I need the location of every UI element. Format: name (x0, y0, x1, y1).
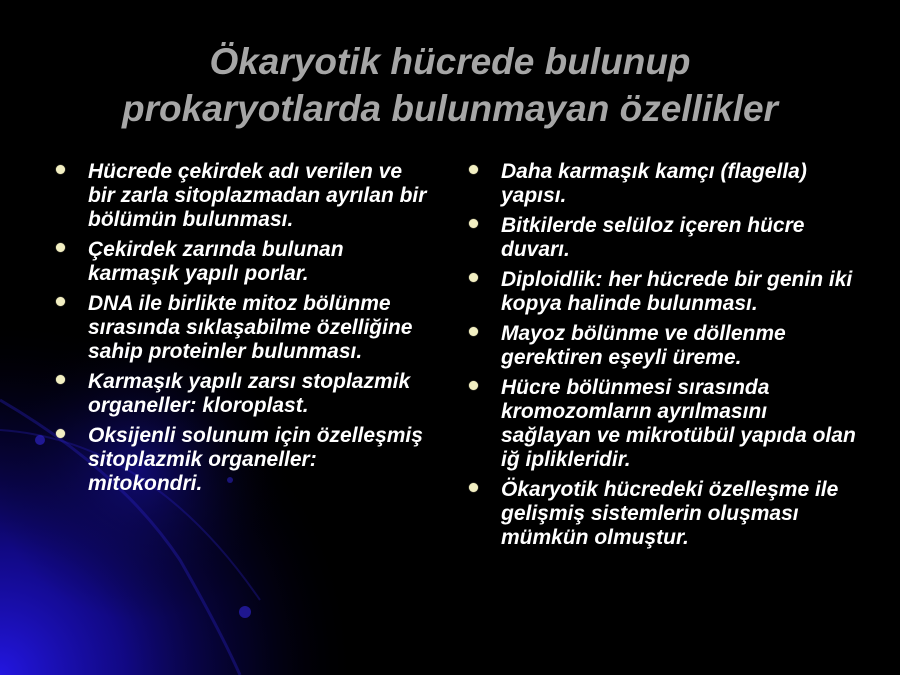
list-item (53, 238, 433, 286)
list-item (466, 214, 856, 262)
list-item-text: Karmaşık yapılı zarsı stoplazmik organeller: kloroplast. (88, 370, 411, 417)
list-item-text: Oksijenli solunum için özelleşmiş sitoplazmik organeller: mitokondri. (88, 424, 423, 495)
list-item (466, 478, 856, 550)
list-item-text: DNA ile birlikte mitoz bölünme sırasında sıklaşabilme özelliğine sahip proteinler bulunması. (88, 292, 413, 363)
slide-title (40, 38, 860, 132)
list-item (466, 160, 856, 208)
title-line-1: Ökaryotik hücrede bulunup (209, 41, 691, 82)
list-item (53, 370, 433, 418)
right-bullet-list (466, 160, 856, 556)
bullet-icon (469, 483, 478, 492)
list-item-text: Ökaryotik hücredeki özelleşme ile gelişmiş sistemlerin oluşması mümkün olmuştur. (501, 478, 839, 549)
list-item-text: Daha karmaşık kamçı (flagella) yapısı. (501, 160, 807, 207)
bullet-icon (469, 273, 478, 282)
bullet-icon (56, 429, 65, 438)
bullet-icon (56, 375, 65, 384)
list-item-text: Mayoz bölünme ve döllenme gerektiren eşeyli üreme. (501, 322, 786, 369)
bullet-icon (56, 165, 65, 174)
list-item (53, 160, 433, 232)
bullet-icon (469, 381, 478, 390)
list-item-text: Çekirdek zarında bulunan karmaşık yapılı porlar. (88, 238, 344, 285)
list-item (53, 424, 433, 496)
bullet-icon (469, 165, 478, 174)
list-item-text: Hücre bölünmesi sırasında kromozomların ayrılmasını sağlayan ve mikrotübül yapıda olan iğ iplikleridir. (501, 376, 856, 471)
list-item (466, 376, 856, 472)
list-item (466, 268, 856, 316)
list-item (53, 292, 433, 364)
bullet-icon (469, 327, 478, 336)
bullet-icon (469, 219, 478, 228)
left-bullet-list (53, 160, 433, 502)
list-item-text: Hücrede çekirdek adı verilen ve bir zarla sitoplazmadan ayrılan bir bölümün bulunması. (88, 160, 427, 231)
bullet-icon (56, 297, 65, 306)
list-item-text: Bitkilerde selüloz içeren hücre duvarı. (501, 214, 805, 261)
bullet-icon (56, 243, 65, 252)
list-item-text: Diploidlik: her hücrede bir genin iki kopya halinde bulunması. (501, 268, 853, 315)
list-item (466, 322, 856, 370)
title-line-2: prokaryotlarda bulunmayan özellikler (122, 88, 778, 129)
